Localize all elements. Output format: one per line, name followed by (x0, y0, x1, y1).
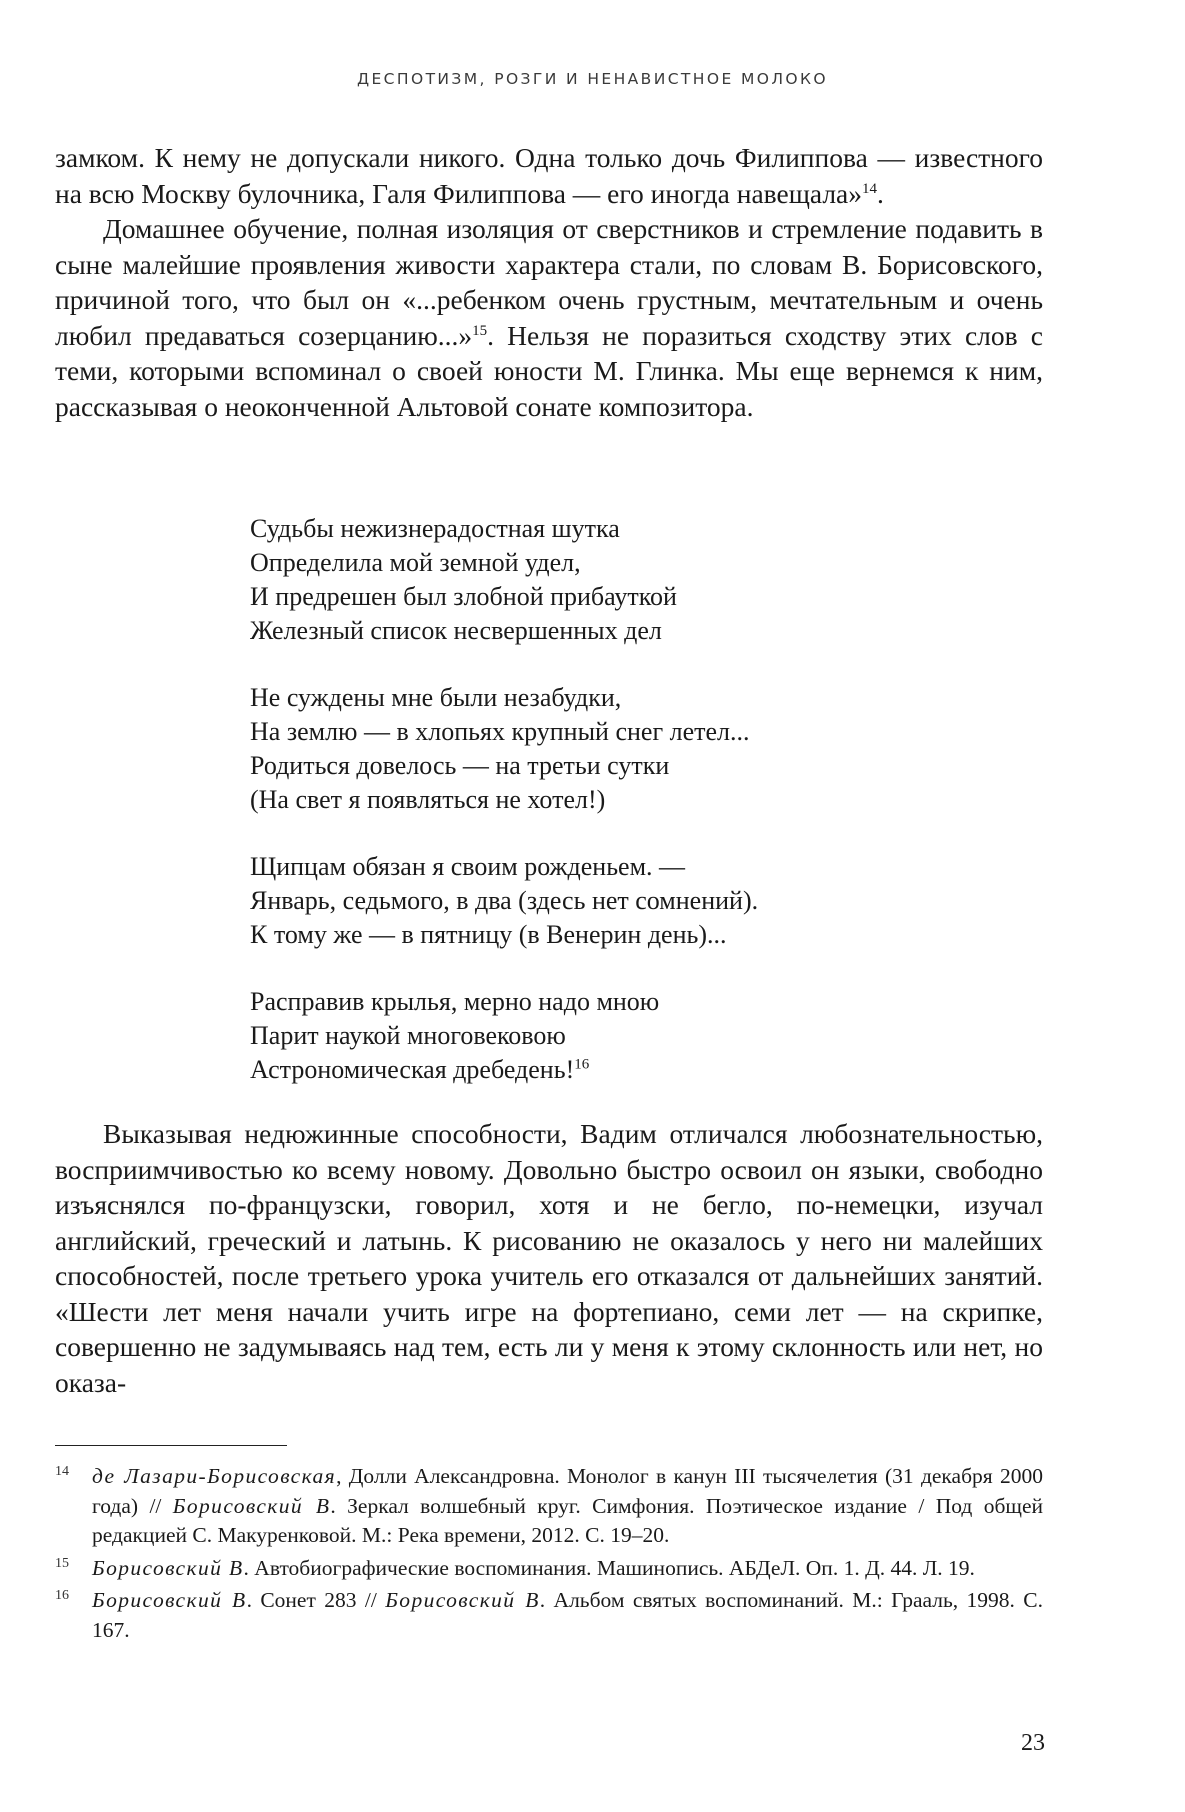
poem-line: Судьбы нежизнерадостная шутка (250, 514, 620, 543)
footnote-author: Борисовский В (92, 1555, 244, 1580)
sonnet-poem (250, 512, 758, 1087)
paragraph-1-text: замком. К нему не допускали никого. Одна только дочь Филиппова — известного на всю Москву булочника, Галя Филиппова — его иногда навещала» (55, 142, 1043, 209)
footnote-text: . Альбом святых воспоминаний. М.: Грааль, 1998. С. 167. (92, 1588, 1043, 1642)
paragraph-1 (55, 140, 1043, 211)
poem-line: Парит наукой многовековою (250, 1021, 566, 1050)
footnote-number: 16 (55, 1588, 69, 1603)
poem-line (250, 1053, 758, 1087)
body-text-top (55, 140, 1043, 424)
footnote-author: Борисовский В (172, 1493, 331, 1518)
poem-line: И предрешен был злобной прибауткой (250, 582, 677, 611)
footnote-text: . Автобиографические воспоминания. Машинопись. АБДеЛ. Оп. 1. Д. 44. Л. 19. (243, 1555, 975, 1580)
footnote-author: Борисовский В (385, 1588, 540, 1612)
footnote-16 (55, 1586, 1043, 1645)
footnote-ref-15[interactable]: 15 (472, 322, 488, 339)
poem-line: Январь, седьмого, в два (здесь нет сомнений). (250, 886, 759, 915)
stanza (250, 512, 758, 648)
stanza (250, 985, 758, 1087)
paragraph-2-tail: . Нельзя не поразиться сходству этих слов с теми, которыми вспоминал о своей юности М. Глинка. Мы еще вернемся к ним, рассказывая о неоконченной Альтовой сонате композитора. (55, 319, 1043, 422)
footnote-text: . Сонет 283 // (246, 1588, 386, 1612)
poem-line: Не суждены мне были незабудки, (250, 683, 622, 712)
paragraph-3: Выказывая недюжинные способности, Вадим отличался любознательностью, восприимчивостью ко всему новому. Довольно быстро освоил он языки, свободно изъяснялся по-французски, говорил, хотя и не бегло, по-немецки, изучал английский, греческий и латынь. К рисованию не оказалось у него ни малейших способностей, после третьего урока учитель его отказался от дальнейших занятий. «Шести лет меня начали учить игре на фортепиано, семи лет — на скрипке, совершенно не задумываясь над тем, есть ли у меня к этому склонность или нет, но оказа- (55, 1118, 1043, 1398)
poem-line-text: Астрономическая дребедень! (250, 1055, 575, 1084)
footnote-ref-16[interactable]: 16 (574, 1056, 590, 1073)
poem-line: Железный список несвершенных дел (250, 616, 662, 645)
poem-line: Родиться довелось — на третьи сутки (250, 751, 670, 780)
paragraph-2 (55, 211, 1043, 424)
footnotes (55, 1462, 1043, 1648)
poem-line: На землю — в хлопьях крупный снег летел... (250, 717, 750, 746)
footnote-14 (55, 1462, 1043, 1551)
paragraph-1-tail: . (877, 177, 884, 209)
footnote-text: . Зеркал волшебный круг. Симфония. Поэтическое издание / Под общей редакцией С. Макуренковой. М.: Река времени, 2012. С. 19–20. (92, 1493, 1043, 1547)
footnote-number: 14 (55, 1464, 69, 1479)
poem-line: Расправив крылья, мерно надо мною (250, 987, 660, 1016)
footnote-divider (55, 1445, 287, 1446)
poem-line: Щипцам обязан я своим рожденьем. — (250, 852, 686, 881)
stanza (250, 681, 758, 817)
footnote-author: Борисовский В (92, 1588, 247, 1612)
paragraph-2-text: Домашнее обучение, полная изоляция от сверстников и стремление подавить в сыне малейшие проявления живости характера стали, по словам В. Борисовского, причиной того, что был он «...ребенком очень грустным, мечтательным и очень любил предаваться созерцанию...» (55, 213, 1043, 351)
stanza (250, 850, 758, 952)
footnote-text: , Долли Александровна. Монолог в канун III тысячелетия (31 декабря 2000 года) // (92, 1464, 1043, 1518)
running-header: ДЕСПОТИЗМ, РОЗГИ И НЕНАВИСТНОЕ МОЛОКО (356, 70, 829, 88)
footnote-number: 15 (55, 1555, 69, 1571)
poem-line: (На свет я появляться не хотел!) (250, 785, 606, 814)
footnote-15 (55, 1554, 1043, 1584)
poem-line: К тому же — в пятницу (в Венерин день)... (250, 920, 727, 949)
body-text-bottom (55, 1116, 1043, 1400)
page-number: 23 (1021, 1730, 1045, 1756)
poem-line: Определила мой земной удел, (250, 548, 581, 577)
footnote-author: де Лазари-Борисовская (92, 1464, 337, 1488)
footnote-ref-14[interactable]: 14 (862, 180, 877, 197)
